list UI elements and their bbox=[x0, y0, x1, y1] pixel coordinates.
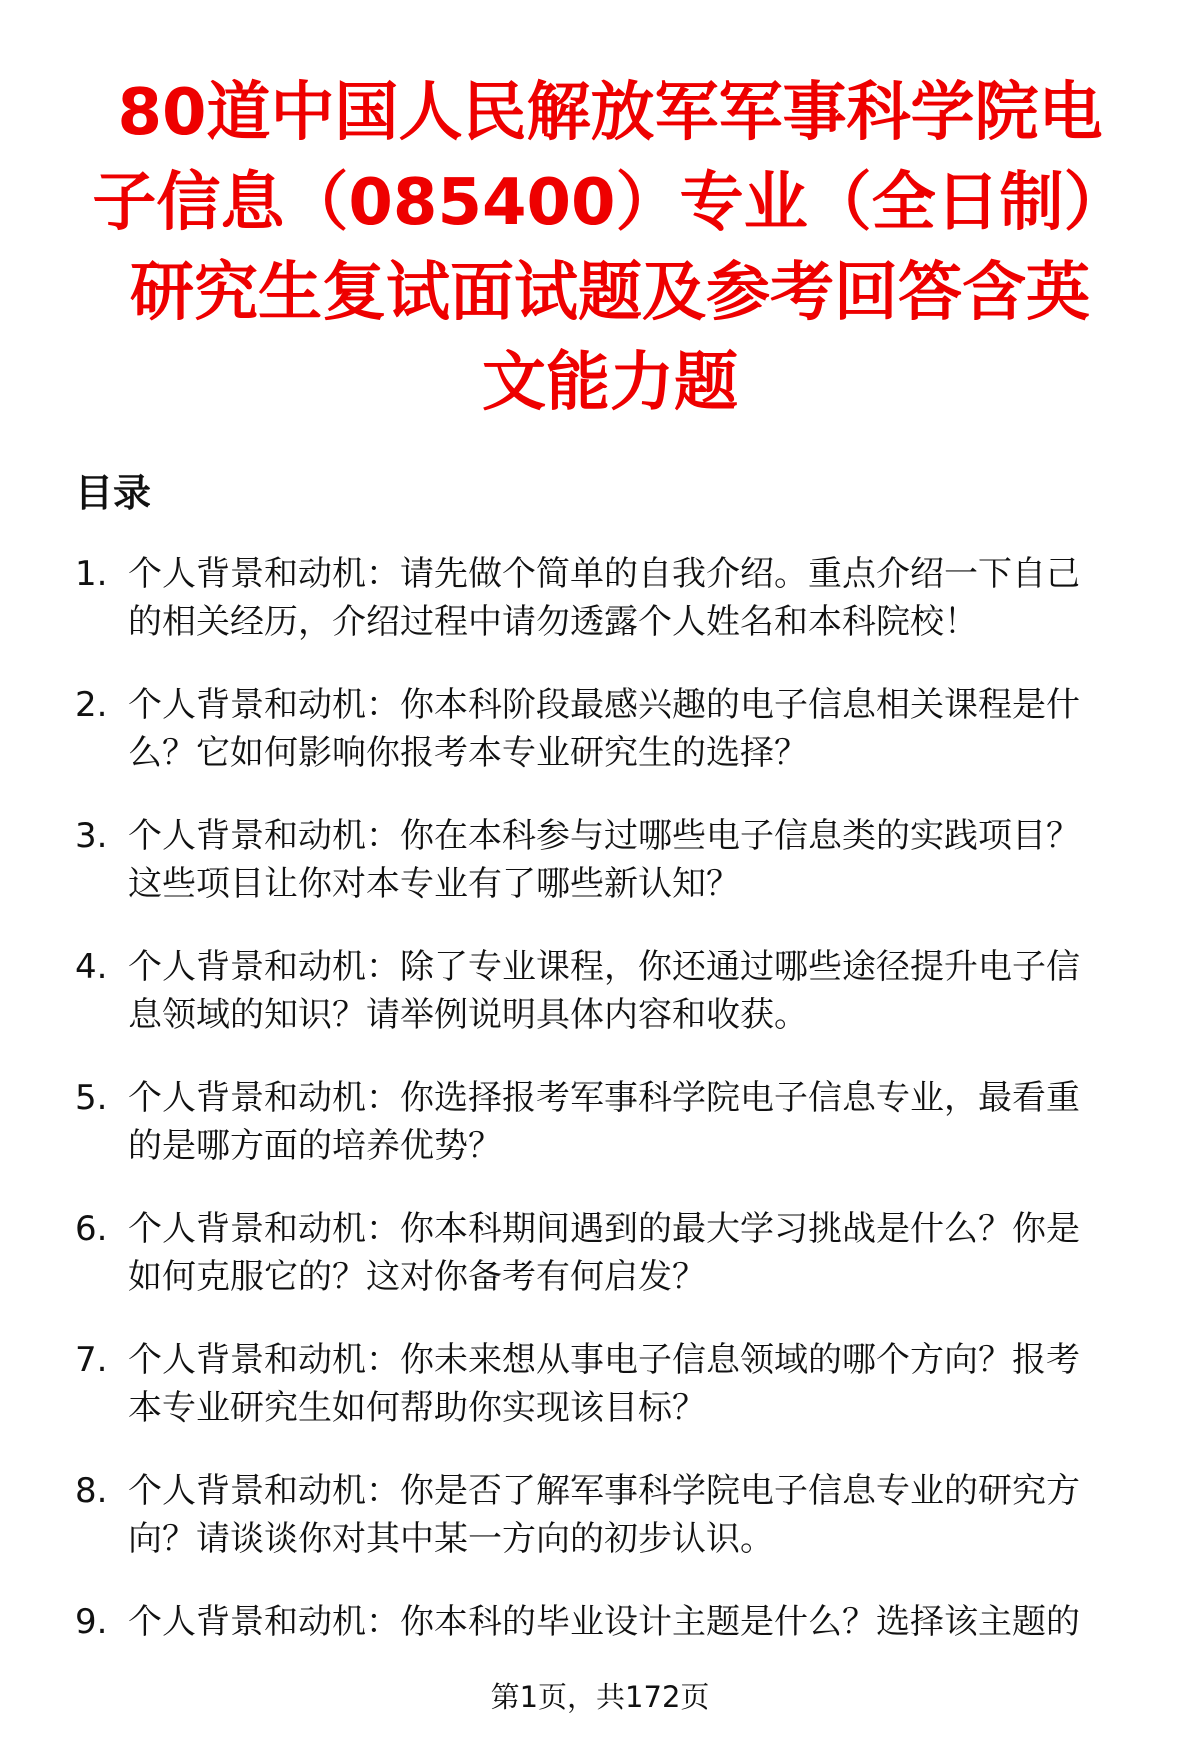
item-text-line: 向？请谈谈你对其中某一方向的初步认识。 bbox=[128, 1519, 774, 1559]
item-number: 2. bbox=[75, 685, 108, 725]
document-title bbox=[60, 68, 1160, 428]
item-text-line: 个人背景和动机：你是否了解军事科学院电子信息专业的研究方 bbox=[128, 1471, 1080, 1511]
toc-item[interactable] bbox=[75, 943, 1145, 1074]
item-text bbox=[128, 943, 1080, 1039]
item-number: 1. bbox=[75, 554, 108, 594]
item-text-line: 个人背景和动机：你在本科参与过哪些电子信息类的实践项目？ bbox=[128, 816, 1080, 856]
item-text-line: 个人背景和动机：请先做个简单的自我介绍。重点介绍一下自己 bbox=[128, 554, 1080, 594]
item-text-line: 个人背景和动机：你本科阶段最感兴趣的电子信息相关课程是什 bbox=[128, 685, 1080, 725]
item-text bbox=[128, 812, 1080, 908]
item-number: 4. bbox=[75, 947, 108, 987]
item-text-line: 个人背景和动机：你选择报考军事科学院电子信息专业，最看重 bbox=[128, 1078, 1080, 1118]
item-text-line: 本专业研究生如何帮助你实现该目标？ bbox=[128, 1388, 706, 1428]
item-text bbox=[128, 681, 1080, 777]
toc-item[interactable] bbox=[75, 1467, 1145, 1598]
item-number: 6. bbox=[75, 1209, 108, 1249]
item-number: 9. bbox=[75, 1602, 108, 1642]
title-line: 80道中国人民解放军军事科学院电 bbox=[117, 76, 1103, 150]
item-text bbox=[128, 1598, 1080, 1646]
item-number: 3. bbox=[75, 816, 108, 856]
item-text-line: 的相关经历，介绍过程中请勿透露个人姓名和本科院校！ bbox=[128, 602, 978, 642]
item-number: 8. bbox=[75, 1471, 108, 1511]
item-text-line: 么？它如何影响你报考本专业研究生的选择？ bbox=[128, 733, 808, 773]
title-line: 文能力题 bbox=[482, 346, 738, 420]
toc-item[interactable] bbox=[75, 812, 1145, 943]
item-text bbox=[128, 1336, 1080, 1432]
item-number: 5. bbox=[75, 1078, 108, 1118]
item-number: 7. bbox=[75, 1340, 108, 1380]
item-text-line: 个人背景和动机：除了专业课程，你还通过哪些途径提升电子信 bbox=[128, 947, 1080, 987]
toc-item[interactable] bbox=[75, 550, 1145, 681]
item-text-line: 个人背景和动机：你未来想从事电子信息领域的哪个方向？报考 bbox=[128, 1340, 1080, 1380]
toc-item[interactable] bbox=[75, 1205, 1145, 1336]
item-text bbox=[128, 1074, 1080, 1170]
item-text-line: 这些项目让你对本专业有了哪些新认知？ bbox=[128, 864, 740, 904]
toc-item[interactable] bbox=[75, 1336, 1145, 1467]
toc-heading: 目录 bbox=[75, 471, 152, 515]
toc-item[interactable] bbox=[75, 681, 1145, 812]
item-text-line: 的是哪方面的培养优势？ bbox=[128, 1126, 502, 1166]
item-text bbox=[128, 1467, 1080, 1563]
item-text-line: 如何克服它的？这对你备考有何启发？ bbox=[128, 1257, 706, 1297]
title-line: 研究生复试面试题及参考回答含英 bbox=[130, 256, 1090, 330]
item-text-line: 个人背景和动机：你本科期间遇到的最大学习挑战是什么？你是 bbox=[128, 1209, 1080, 1249]
page-footer: 第1页，共172页 bbox=[490, 1680, 710, 1714]
item-text bbox=[128, 1205, 1080, 1301]
item-text bbox=[128, 550, 1080, 646]
toc-item[interactable] bbox=[75, 1074, 1145, 1205]
toc-list bbox=[75, 550, 1145, 1729]
title-line: 子信息（085400）专业（全日制） bbox=[92, 166, 1128, 240]
item-text-line: 个人背景和动机：你本科的毕业设计主题是什么？选择该主题的 bbox=[128, 1602, 1080, 1642]
item-text-line: 息领域的知识？请举例说明具体内容和收获。 bbox=[128, 995, 808, 1035]
